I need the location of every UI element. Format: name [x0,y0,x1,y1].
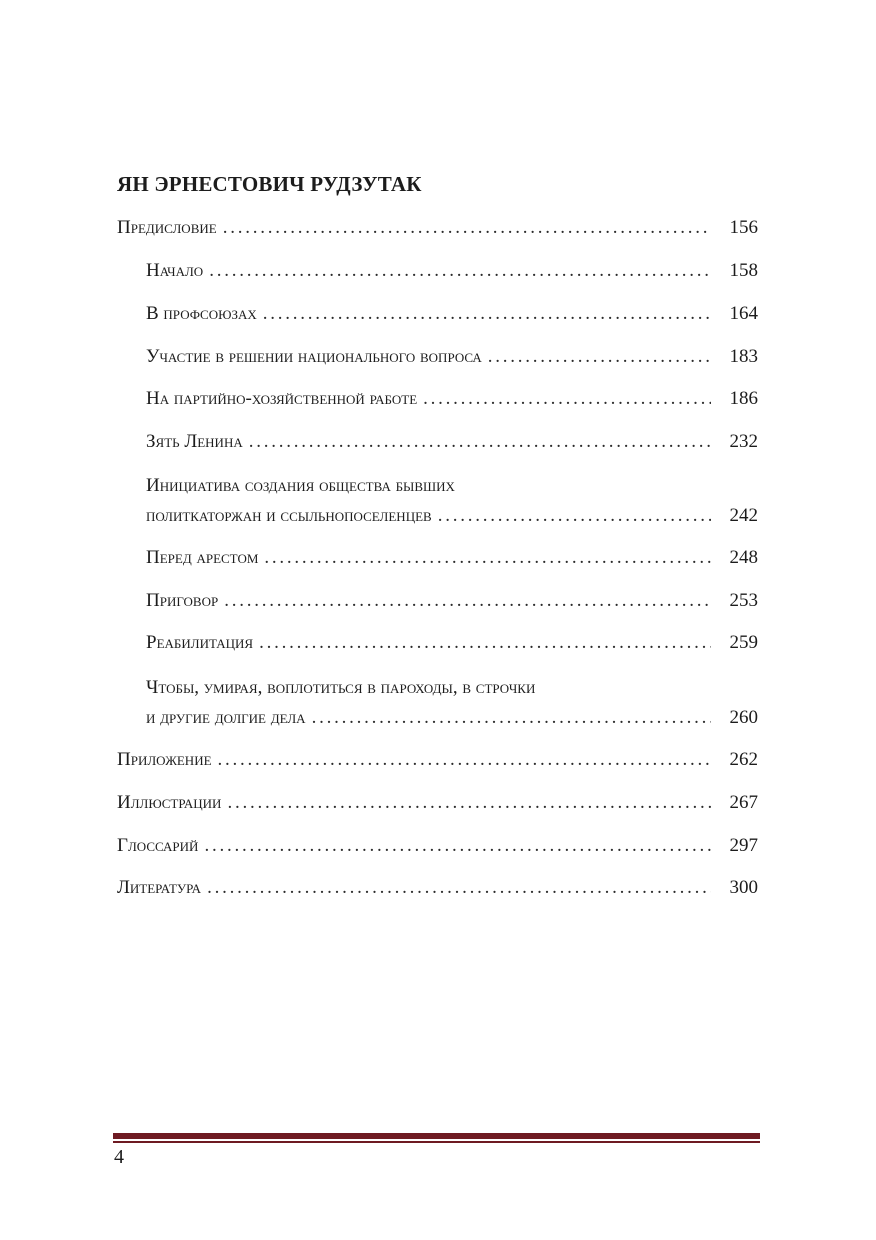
toc-page-number: 300 [729,877,758,898]
toc-entry-preface[interactable] [117,213,758,243]
toc-page-number: 262 [729,749,758,770]
toc-entry-society-initiative[interactable] [146,471,758,531]
dot-leader [209,256,711,286]
toc-page-number: 232 [729,431,758,452]
dot-leader [223,213,711,243]
dot-leader [249,427,711,457]
toc-entry-appendix[interactable] [117,745,758,775]
toc-page-number: 253 [729,590,758,611]
toc-page-number: 267 [729,792,758,813]
toc-entry-title: Иллюстрации [117,792,222,813]
toc-page-number: 164 [729,303,758,324]
toc-entry-title: Участие в решении национального вопроса [146,346,482,367]
dot-leader [423,384,711,414]
dot-leader [263,299,711,329]
toc-entry-lenin-son-in-law[interactable] [146,427,758,457]
page-title: ЯН ЭРНЕСТОВИЧ РУДЗУТАК [117,172,422,196]
toc-entry-title: Приложение [117,749,212,770]
toc-page-number: 183 [729,346,758,367]
toc-entry-sentence[interactable] [146,586,758,616]
toc-entry-title: Реабилитация [146,632,254,653]
toc-entry-title: Чтобы, умирая, воплотиться в пароходы, в строчки [146,677,536,698]
dot-leader [207,873,711,903]
dot-leader [259,628,711,658]
toc-entry-title: Зять Ленина [146,431,243,452]
dot-leader [312,703,711,733]
toc-entry-steamships[interactable] [146,673,758,733]
toc-entry-glossary[interactable] [117,831,758,861]
dot-leader [488,342,711,372]
toc-page-number: 242 [729,505,758,526]
toc-entry-title: Предисловие [117,217,217,238]
dot-leader [204,831,711,861]
toc-entry-title: На партийно-хозяйственной работе [146,388,418,409]
toc-entry-national-question[interactable] [146,342,758,372]
toc-entry-title: Глоссарий [117,835,199,856]
toc-entry-title: Инициатива создания общества бывших [146,475,455,496]
toc-page-number: 259 [729,632,758,653]
toc-entry-title: Литература [117,877,202,898]
toc-entry-rehabilitation[interactable] [146,628,758,658]
toc-page-number: 297 [729,835,758,856]
dot-leader [438,501,711,531]
toc-entry-illustrations[interactable] [117,788,758,818]
toc-entry-literature[interactable] [117,873,758,903]
toc-entry-title: и другие долгие дела [146,707,306,728]
toc-page-number: 260 [729,707,758,728]
dot-leader [224,586,711,616]
toc-page-number: 186 [729,388,758,409]
toc-entry-before-arrest[interactable] [146,543,758,573]
toc-entry-beginning[interactable] [146,256,758,286]
page-number: 4 [114,1146,124,1168]
toc-entry-title: Начало [146,260,204,281]
footer-rule-thin [113,1141,760,1143]
toc-entry-party-work[interactable] [146,384,758,414]
toc-entry-trade-unions[interactable] [146,299,758,329]
toc-entry-title: Приговор [146,590,219,611]
toc-page-number: 158 [729,260,758,281]
dot-leader [264,543,711,573]
footer-rule [113,1133,760,1139]
dot-leader [218,745,711,775]
toc-entry-title: В профсоюзах [146,303,257,324]
toc-entry-title: Перед арестом [146,547,259,568]
toc-page-number: 248 [729,547,758,568]
toc-entry-title: политкаторжан и ссыльнопоселенцев [146,505,432,526]
toc-page-number: 156 [729,217,758,238]
dot-leader [227,788,711,818]
